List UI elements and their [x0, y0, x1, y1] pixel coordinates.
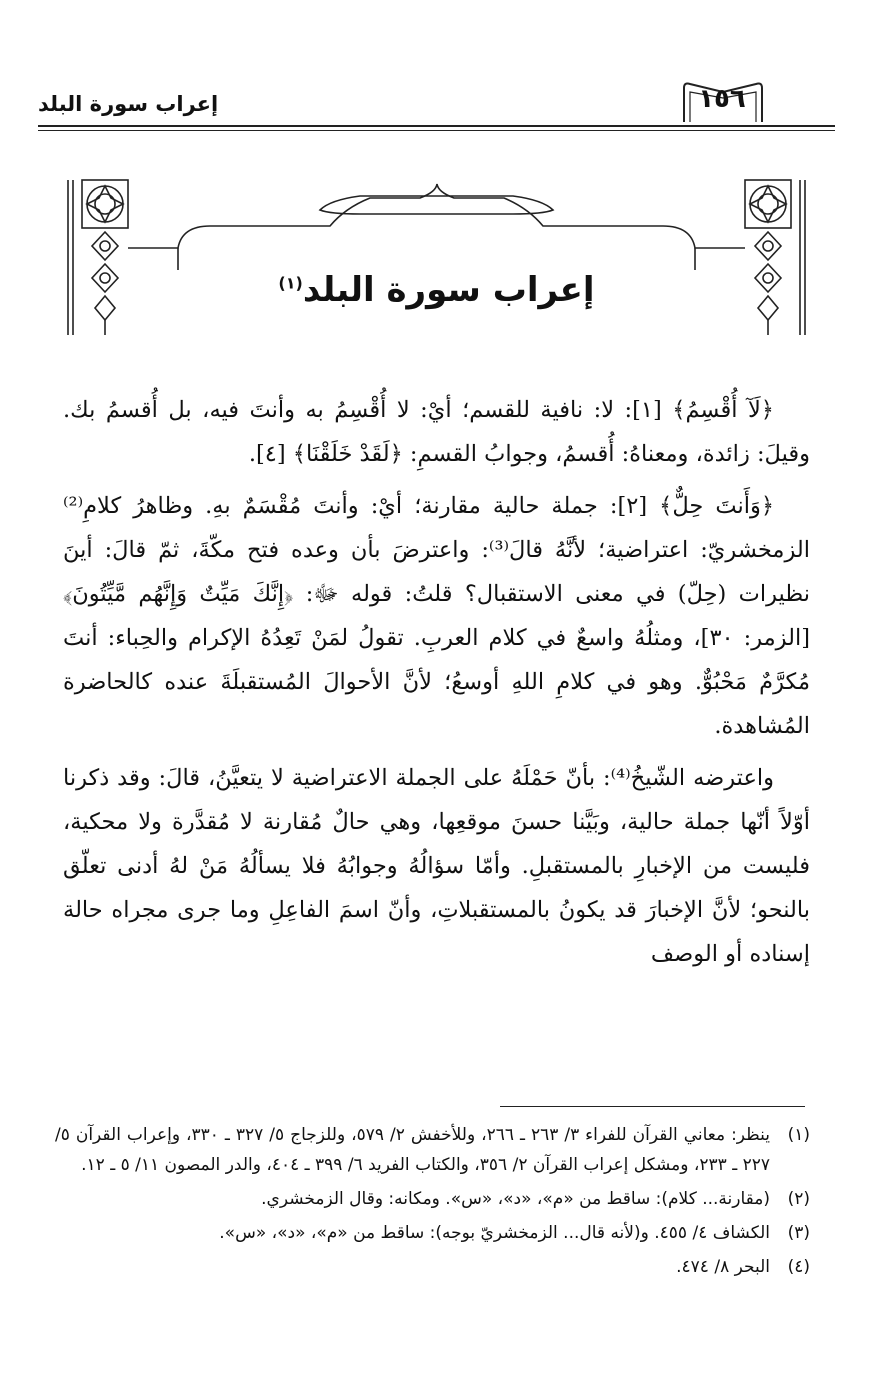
footnote-text: (مقارنة... كلام): ساقط من «م»، «د»، «س». ومكانه: وقال الزمخشري.: [261, 1189, 770, 1209]
footnote-number: (٤): [787, 1257, 810, 1277]
header-rule-thin: [38, 130, 835, 131]
surah-title-text: إعراب سورة البلد: [302, 270, 595, 310]
footnote-ref: (١): [278, 273, 303, 293]
footnote-rule: [500, 1106, 805, 1107]
running-title: إعراب سورة البلد: [38, 92, 219, 116]
footnote-text: البحر ٨/ ٤٧٤.: [676, 1257, 770, 1277]
surah-title: [0, 270, 873, 310]
footnote-number: (٢): [787, 1189, 810, 1209]
footnote-number: (٣): [787, 1223, 810, 1243]
paragraph: ﴿وَأَنتَ حِلٌّ﴾ [٢]: جملة حالية مقارنة؛ أيْ: وأنتَ مُقْسَمٌ بهِ. وظاهرُ كلامِ⁽²⁾ الزمخشريّ: اعتراضية؛ لأنَّهُ قالَ⁽³⁾: واعترضَ بأن وعده فتح مكّةَ، ثمّ قالَ: أينَ نظيرات (حِلّ) في معنى الاستقبال؟ قلتُ: قوله ﷻ: ﴿إِنَّكَ مَيِّتٌ وَإِنَّهُم مَّيِّتُونَ﴾ [الزمر: ٣٠]، ومثلُهُ واسعٌ في كلام العربِ. تقولُ لمَنْ تَعِدُهُ الإكرام والحِباء: أنتَ مُكرَّمٌ مَحْبُوٌّ. وهو في كلامِ اللهِ أوسعُ؛ لأنَّ الأحوالَ المُستقبلَةَ عنده كالحاضرة المُشاهدة.: [63, 493, 811, 739]
title-ornament-icon: [0, 170, 873, 340]
footnotes: [55, 1120, 810, 1286]
footnote: [55, 1252, 810, 1282]
paragraph: واعترضه الشّيخُ⁽⁴⁾: بأنّ حَمْلَهُ على الجملة الاعتراضية لا يتعيَّنُ، قالَ: وقد ذكرنا أوّلاً أنّها جملة حالية، وبَيَّنا حسنَ موقعِها، وهي حالٌ مُقارنة لا مُقدَّرة ولا محكية، فليست من الإخبارِ بالمستقبلِ. وأمّا سؤالُهُ وجوابُهُ فلا يسألُهُ مَنْ لهُ أدنى تعلّق بالنحو؛ لأنَّ الإخبارَ قد يكونُ بالمستقبلاتِ، وأنّ اسمَ الفاعِلِ وما جرى مجراه حالة إسناده أو الوصف: [63, 765, 810, 967]
page-number: ١٥٦: [698, 84, 746, 114]
header-rule: [38, 125, 835, 127]
footnote-number: (١): [787, 1125, 810, 1145]
footnote: [55, 1218, 810, 1248]
footnote: [55, 1184, 810, 1214]
footnote-text: الكشاف ٤/ ٤٥٥. و(لأنه قال... الزمخشريّ بوجه): ساقط من «م»، «د»، «س».: [219, 1223, 770, 1243]
body-text: [63, 388, 810, 984]
footnote: [55, 1120, 810, 1180]
paragraph: ﴿لَآ أُقْسِمُ﴾ [١]: لا: نافية للقسم؛ أيْ: لا أُقْسِمُ به وأنتَ فيه، بل أُقسمُ بك. وقيلَ: زائدة، ومعناهُ: أُقسمُ، وجوابُ القسمِ: ﴿لَقَدْ خَلَقْنَا﴾ [٤].: [63, 397, 810, 467]
footnote-text: ينظر: معاني القرآن للفراء ٣/ ٢٦٣ ـ ٢٦٦، وللأخفش ٢/ ٥٧٩، وللزجاج ٥/ ٣٢٧ ـ ٣٣٠، وإعراب القرآن ٥/ ٢٢٧ ـ ٢٣٣، ومشكل إعراب القرآن ٢/ ٣٥٦، والكتاب الفريد ٦/ ٣٩٩ ـ ٤٠٤، والدر المصون ١١/ ٥ ـ ١٢.: [55, 1125, 770, 1175]
